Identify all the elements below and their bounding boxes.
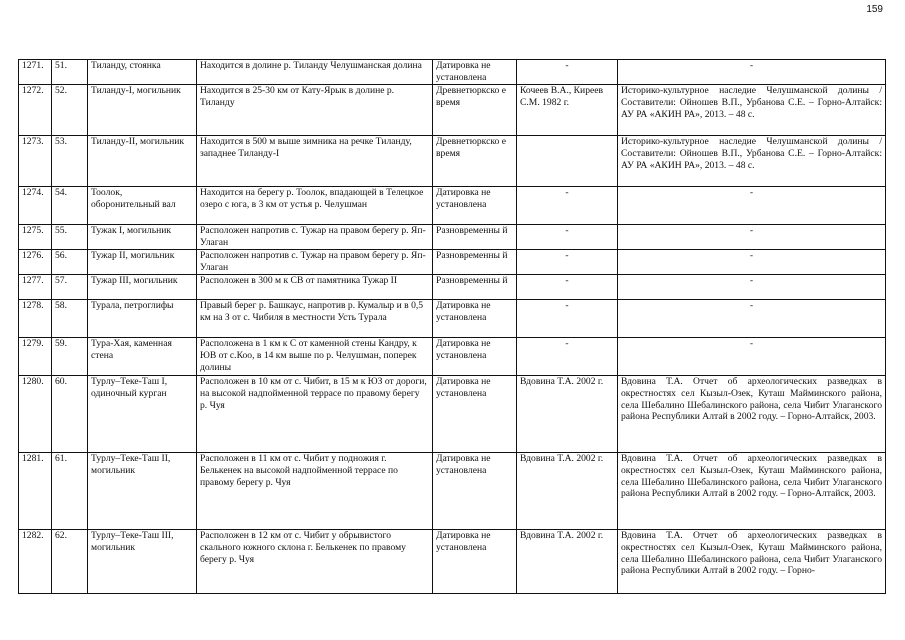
- location-cell: Находится в 25-30 км от Кату-Ярык в долине р. Тиланду: [197, 85, 433, 136]
- literature-cell: Вдовина Т.А. Отчет об археологических разведках в окрестностях сел Кызыл-Озек, Куташ Майминского района, села Шебалино Шебалинского района, села Чибит Улаганского района Республики Алтай в 2002 году. – Горно-Алтайск, 2003.: [618, 376, 886, 453]
- table-row: [19, 376, 886, 453]
- monuments-table: [18, 59, 886, 594]
- table-row: [19, 453, 886, 530]
- monument-name-cell: Турлу–Теке-Таш III, могильник: [88, 530, 197, 594]
- researcher-cell: Вдовина Т.А. 2002 г.: [517, 376, 618, 453]
- dating-cell: Разновременны й: [433, 225, 517, 250]
- researcher-cell: -: [517, 60, 618, 85]
- global-number-cell: 1274.: [19, 187, 52, 225]
- location-cell: Расположена в 1 км к С от каменной стены Кандру, к ЮВ от с.Коо, в 14 км выше по р. Челушман, поперек долины: [197, 338, 433, 376]
- page-number: 159: [866, 4, 883, 15]
- literature-cell: Историко-культурное наследие Челушманской долины / Составители: Ойношев В.П., Урбанова С.Е. – Горно-Алтайск: АУ РА «АКИН РА», 2013. – 48 с.: [618, 85, 886, 136]
- dating-cell: Разновременны й: [433, 250, 517, 275]
- location-cell: Расположен в 300 м к СВ от памятника Тужар II: [197, 275, 433, 300]
- global-number-cell: 1276.: [19, 250, 52, 275]
- literature-cell: -: [618, 60, 886, 85]
- local-number-cell: 52.: [52, 85, 88, 136]
- global-number-cell: 1279.: [19, 338, 52, 376]
- local-number-cell: 56.: [52, 250, 88, 275]
- table-row: [19, 60, 886, 85]
- researcher-cell: Кочеев В.А., Киреев С.М. 1982 г.: [517, 85, 618, 136]
- global-number-cell: 1278.: [19, 300, 52, 338]
- local-number-cell: 53.: [52, 136, 88, 187]
- local-number-cell: 59.: [52, 338, 88, 376]
- dating-cell: Датировка не установлена: [433, 530, 517, 594]
- global-number-cell: 1282.: [19, 530, 52, 594]
- local-number-cell: 62.: [52, 530, 88, 594]
- table-row: [19, 136, 886, 187]
- monument-name-cell: Турлу–Теке-Таш II, могильник: [88, 453, 197, 530]
- literature-cell: -: [618, 187, 886, 225]
- local-number-cell: 57.: [52, 275, 88, 300]
- table-row: [19, 338, 886, 376]
- dating-cell: Датировка не установлена: [433, 187, 517, 225]
- location-cell: Находится на берегу р. Тоолок, впадающей в Телецкое озеро с юга, в 3 км от устья р. Челушман: [197, 187, 433, 225]
- local-number-cell: 61.: [52, 453, 88, 530]
- monument-name-cell: Турлу–Теке-Таш I, одиночный курган: [88, 376, 197, 453]
- table-row: [19, 530, 886, 594]
- local-number-cell: 58.: [52, 300, 88, 338]
- location-cell: Расположен в 12 км от с. Чибит у обрывистого скального южного склона г. Белькенек по правому берегу р. Чуя: [197, 530, 433, 594]
- monument-name-cell: Тужар III, могильник: [88, 275, 197, 300]
- local-number-cell: 54.: [52, 187, 88, 225]
- location-cell: Правый берег р. Башкаус, напротив р. Кумалыр и в 0,5 км на З от с. Чибиля в местности Усть Турала: [197, 300, 433, 338]
- researcher-cell: -: [517, 275, 618, 300]
- literature-cell: -: [618, 275, 886, 300]
- local-number-cell: 55.: [52, 225, 88, 250]
- monument-name-cell: Тиланду-II, могильник: [88, 136, 197, 187]
- table-row: [19, 250, 886, 275]
- literature-cell: -: [618, 338, 886, 376]
- local-number-cell: 60.: [52, 376, 88, 453]
- location-cell: Находится в 500 м выше зимника на речке Тиланду, западнее Тиланду-I: [197, 136, 433, 187]
- table-row: [19, 275, 886, 300]
- dating-cell: Древнетюркско е время: [433, 136, 517, 187]
- researcher-cell: -: [517, 250, 618, 275]
- literature-cell: Вдовина Т.А. Отчет об археологических разведках в окрестностях сел Кызыл-Озек, Куташ Майминского района, села Шебалино Шебалинского района, села Чибит Улаганского района Республики Алтай в 2002 году. – Горно-Алтайск, 2003.: [618, 453, 886, 530]
- researcher-cell: [517, 136, 618, 187]
- literature-cell: -: [618, 300, 886, 338]
- researcher-cell: -: [517, 225, 618, 250]
- dating-cell: Разновременны й: [433, 275, 517, 300]
- global-number-cell: 1273.: [19, 136, 52, 187]
- global-number-cell: 1272.: [19, 85, 52, 136]
- literature-cell: Вдовина Т.А. Отчет об археологических разведках в окрестностях сел Кызыл-Озек, Куташ Майминского района, села Шебалино Шебалинского района, села Чибит Улаганского района Республики Алтай в 2002 году. – Горно-: [618, 530, 886, 594]
- literature-cell: Историко-культурное наследие Челушманской долины / Составители: Ойношев В.П., Урбанова С.Е. – Горно-Алтайск: АУ РА «АКИН РА», 2013. – 48 с.: [618, 136, 886, 187]
- location-cell: Расположен в 10 км от с. Чибит, в 15 м к ЮЗ от дороги, на высокой надпойменной террасе по правому берегу р. Чуя: [197, 376, 433, 453]
- researcher-cell: -: [517, 338, 618, 376]
- location-cell: Расположен напротив с. Тужар на правом берегу р. Яп-Улаган: [197, 225, 433, 250]
- table-row: [19, 187, 886, 225]
- table-row: [19, 85, 886, 136]
- global-number-cell: 1275.: [19, 225, 52, 250]
- monument-name-cell: Тоолок, оборонительный вал: [88, 187, 197, 225]
- dating-cell: Датировка не установлена: [433, 338, 517, 376]
- monument-name-cell: Тужак I, могильник: [88, 225, 197, 250]
- global-number-cell: 1280.: [19, 376, 52, 453]
- monument-name-cell: Тужар II, могильник: [88, 250, 197, 275]
- dating-cell: Датировка не установлена: [433, 300, 517, 338]
- researcher-cell: Вдовина Т.А. 2002 г.: [517, 530, 618, 594]
- monument-name-cell: Турала, петроглифы: [88, 300, 197, 338]
- monument-name-cell: Тиланду-I, могильник: [88, 85, 197, 136]
- table-row: [19, 225, 886, 250]
- global-number-cell: 1277.: [19, 275, 52, 300]
- dating-cell: Древнетюркско е время: [433, 85, 517, 136]
- global-number-cell: 1271.: [19, 60, 52, 85]
- literature-cell: -: [618, 250, 886, 275]
- table-row: [19, 300, 886, 338]
- researcher-cell: -: [517, 187, 618, 225]
- monument-name-cell: Тура-Хая, каменная стена: [88, 338, 197, 376]
- location-cell: Расположен напротив с. Тужар на правом берегу р. Яп-Улаган: [197, 250, 433, 275]
- monument-name-cell: Тиланду, стоянка: [88, 60, 197, 85]
- location-cell: Находится в долине р. Тиланду Челушманская долина: [197, 60, 433, 85]
- literature-cell: -: [618, 225, 886, 250]
- local-number-cell: 51.: [52, 60, 88, 85]
- location-cell: Расположен в 11 км от с. Чибит у подножия г. Белькенек на высокой надпойменной террасе по правому берегу р. Чуя: [197, 453, 433, 530]
- dating-cell: Датировка не установлена: [433, 60, 517, 85]
- researcher-cell: -: [517, 300, 618, 338]
- global-number-cell: 1281.: [19, 453, 52, 530]
- dating-cell: Датировка не установлена: [433, 453, 517, 530]
- researcher-cell: Вдовина Т.А. 2002 г.: [517, 453, 618, 530]
- dating-cell: Датировка не установлена: [433, 376, 517, 453]
